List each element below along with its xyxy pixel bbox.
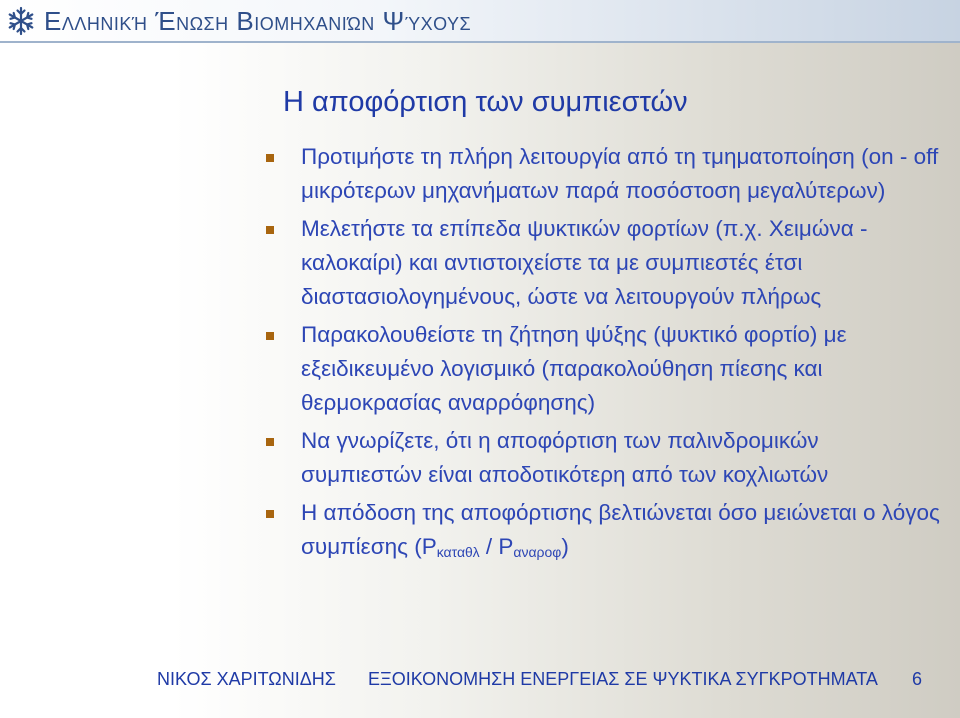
slide-title: Η αποφόρτιση των συμπιεστών [283,86,688,118]
bullet-item [265,424,945,492]
square-bullet-icon [266,438,274,446]
bullet-text: Μελετήστε τα επίπεδα ψυκτικών φορτίων (π.χ. Χειμώνα - καλοκαίρι) και αντιστοιχείστε τα με συμπιεστές έτσι διαστασιολογημένους, ώστε να λειτουργούν πλήρως [301,216,868,309]
bullet-item [265,140,945,208]
bullet-text: Να γνωρίζετε, ότι η αποφόρτιση των παλινδρομικών συμπιεστών είναι αποδοτικότερη από των κοχλιωτών [301,428,829,487]
square-bullet-icon [266,226,274,234]
bullet-item [265,212,945,314]
square-bullet-icon [266,332,274,340]
footer [0,664,960,694]
bullet-text: Παρακολουθείστε τη ζήτηση ψύξης (ψυκτικό φορτίο) με εξειδικευμένο λογισμικό (παρακολούθηση πίεσης και θερμοκρασίας αναρρόφησης) [301,322,847,415]
footer-author: ΝΙΚΟΣ ΧΑΡΙΤΩΝΙΔΗΣ [157,669,336,689]
bullet-text-part: Η απόδοση της αποφόρτισης βελτιώνεται όσο μειώνεται ο λόγος συμπίεσης (P [301,500,940,559]
subscript-discharge: καταθλ [436,544,480,560]
bullet-text-part: ) [561,534,569,559]
organization-name: Ελληνική Ένωση Βιομηχανιών Ψύχους [44,6,472,36]
bullet-item [265,496,945,569]
square-bullet-icon [266,510,274,518]
bullet-text: Προτιμήστε τη πλήρη λειτουργία από τη τμηματοποίηση (on - off μικρότερων μηχανήματων παρά ποσόστοση μεγαλύτερων) [301,144,939,203]
bullet-item [265,318,945,420]
footer-course-title: ΕΞΟΙΚΟΝΟΜΗΣΗ ΕΝΕΡΓΕΙΑΣ ΣΕ ΨΥΚΤΙΚΑ ΣΥΓΚΡΟΤΗΜΑΤΑ [368,669,878,689]
bullet-text-part: / P [479,534,514,559]
bullet-list [265,140,945,573]
bullet-text [301,500,940,559]
page-number: 6 [912,669,923,689]
square-bullet-icon [266,154,274,162]
snowflake-icon [6,6,36,36]
header-divider [0,41,960,43]
subscript-suction: αναροφ [513,544,562,560]
